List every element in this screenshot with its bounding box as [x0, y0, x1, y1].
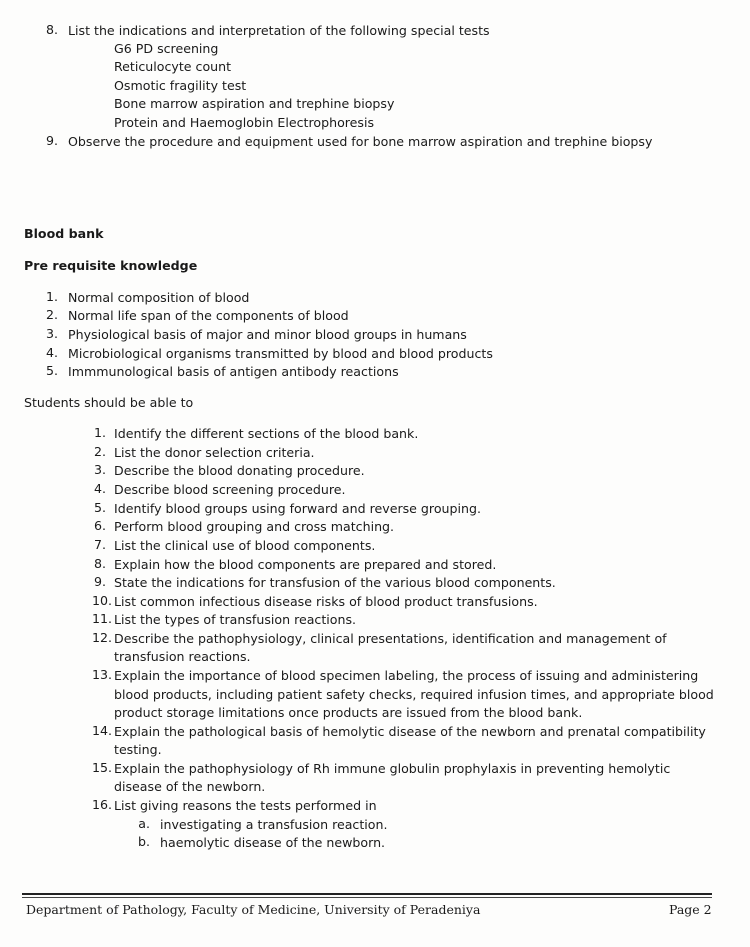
objective-number: 11. — [91, 611, 112, 626]
sub-item: haemolytic disease of the newborn. — [160, 835, 386, 850]
students-heading: Students should be able to — [24, 395, 194, 410]
objective-item: List giving reasons the tests performed in — [114, 798, 377, 813]
section-title: Blood bank — [24, 226, 104, 241]
objective-item-continuation: testing. — [114, 742, 162, 757]
objective-item: List common infectious disease risks of blood product transfusions. — [114, 594, 538, 609]
objective-number: 10. — [91, 593, 112, 608]
objective-item: List the clinical use of blood components. — [114, 538, 376, 553]
special-test-item: Protein and Haemoglobin Electrophoresis — [114, 115, 375, 130]
objective-number: 6. — [93, 518, 106, 533]
footer-rule — [22, 893, 712, 895]
objective-item: Explain how the blood components are prepared and stored. — [114, 557, 497, 572]
objective-item-continuation: product storage limitations once products are issued from the blood bank. — [114, 705, 583, 720]
objective-number: 13. — [91, 667, 112, 682]
prereq-item: Immmunological basis of antigen antibody reactions — [68, 364, 399, 379]
objective-item: Perform blood grouping and cross matching. — [114, 519, 395, 534]
page-number: Page 2 — [669, 902, 712, 917]
objective-number: 1. — [93, 425, 106, 440]
objective-number: 9. — [93, 574, 106, 589]
objective-number: 8. — [93, 556, 106, 571]
objective-item: Explain the pathophysiology of Rh immune globulin prophylaxis in preventing hemolytic — [114, 761, 671, 776]
objective-item: List the donor selection criteria. — [114, 445, 315, 460]
special-test-item: Bone marrow aspiration and trephine biopsy — [114, 96, 395, 111]
special-test-item: Osmotic fragility test — [114, 78, 247, 93]
objective-number: 5. — [93, 500, 106, 515]
objective-item: State the indications for transfusion of the various blood components. — [114, 575, 556, 590]
objective-item-continuation: transfusion reactions. — [114, 649, 251, 664]
objective-item: Identify the different sections of the blood bank. — [114, 426, 419, 441]
objective-number: 4. — [93, 481, 106, 496]
objective-number: 2. — [93, 444, 106, 459]
prereq-number: 3. — [45, 326, 58, 341]
prereq-item: Microbiological organisms transmitted by blood and blood products — [68, 346, 493, 361]
special-test-item: G6 PD screening — [114, 41, 219, 56]
objective-item: Identify blood groups using forward and reverse grouping. — [114, 501, 481, 516]
list-number: 9. — [45, 133, 58, 148]
footer-rule-thin — [22, 897, 712, 898]
objective-number: 14. — [91, 723, 112, 738]
prereq-item: Normal composition of blood — [68, 290, 250, 305]
prereq-item: Normal life span of the components of blood — [68, 308, 349, 323]
objective-item: Explain the importance of blood specimen labeling, the process of issuing and administering — [114, 668, 699, 683]
sub-item: investigating a transfusion reaction. — [160, 817, 388, 832]
sub-item-letter: a. — [138, 816, 150, 831]
prereq-number: 2. — [45, 307, 58, 322]
list-item-text: Observe the procedure and equipment used for bone marrow aspiration and trephine biopsy — [68, 134, 653, 149]
special-test-item: Reticulocyte count — [114, 59, 232, 74]
prereq-number: 1. — [45, 289, 58, 304]
objective-item: Describe the blood donating procedure. — [114, 463, 365, 478]
footer-department: Department of Pathology, Faculty of Medicine, University of Peradeniya — [26, 902, 481, 917]
list-item-text: List the indications and interpretation of the following special tests — [68, 23, 490, 38]
objective-number: 15. — [91, 760, 112, 775]
objective-number: 7. — [93, 537, 106, 552]
objective-number: 12. — [91, 630, 112, 645]
objective-item: Describe the pathophysiology, clinical presentations, identification and management of — [114, 631, 667, 646]
prereq-number: 5. — [45, 363, 58, 378]
objective-item: Explain the pathological basis of hemolytic disease of the newborn and prenatal compatibility — [114, 724, 706, 739]
objective-item: List the types of transfusion reactions. — [114, 612, 357, 627]
list-number: 8. — [45, 22, 58, 37]
objective-number: 16. — [91, 797, 112, 812]
objective-item-continuation: disease of the newborn. — [114, 779, 266, 794]
prereq-heading: Pre requisite knowledge — [24, 258, 198, 273]
objective-item: Describe blood screening procedure. — [114, 482, 346, 497]
prereq-item: Physiological basis of major and minor blood groups in humans — [68, 327, 467, 342]
sub-item-letter: b. — [138, 834, 150, 849]
objective-number: 3. — [93, 462, 106, 477]
prereq-number: 4. — [45, 345, 58, 360]
objective-item-continuation: blood products, including patient safety checks, required infusion times, and appropriate blood — [114, 687, 714, 702]
